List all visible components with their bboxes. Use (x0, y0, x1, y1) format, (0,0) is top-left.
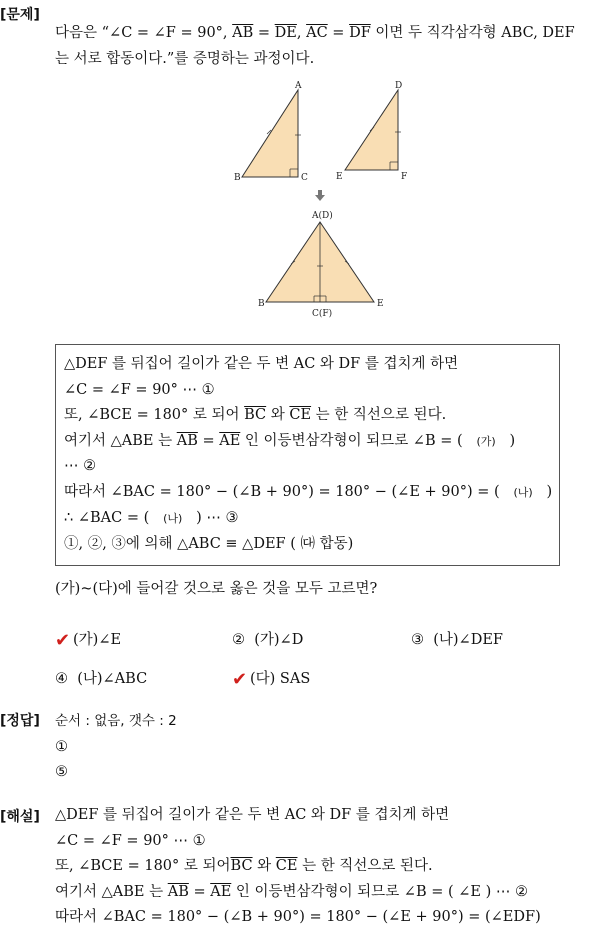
triangle-figure (230, 80, 430, 320)
label-f: F (401, 172, 408, 182)
choice-number: ② (232, 632, 245, 648)
proof-line-5: ⋯ ② (64, 458, 97, 474)
answer-tag: [정답] (0, 713, 40, 729)
arrow-head (315, 195, 325, 201)
arrow-shaft (318, 190, 322, 195)
choice-2[interactable]: ② (가)∠D (232, 632, 304, 648)
explanation-line-2: ∠C = ∠F = 90° ⋯ ① (55, 833, 206, 849)
label-e: E (336, 172, 343, 182)
proof-line-8: ①, ②, ③에 의해 △ABC ≡ △DEF ( ㈐ 합동) (64, 536, 354, 552)
proof-line-2: ∠C = ∠F = 90° ⋯ ① (64, 382, 215, 398)
problem-line-1: 다음은 “∠C = ∠F = 90°, $\overline{AB} = \overline{DE}$, $\overline{AC} = \overline{DF}$ 이면 두 직각삼각형 ABC, DEF (55, 25, 575, 41)
choice-number: ④ (55, 671, 68, 687)
blank-ga: (가) (476, 435, 496, 448)
label-e-bottom: E (377, 299, 384, 309)
choice-5[interactable]: ✔ (다) SAS (232, 669, 311, 690)
explanation-tag: [해설] (0, 809, 40, 825)
label-a: A (295, 81, 302, 91)
label-c: C (301, 173, 308, 183)
choice-1[interactable]: ✔ (가)∠E (55, 630, 122, 651)
proof-line-4: 여기서 △ABE 는 $\overline{AB} = \overline{AE}$ 인 이등변삼각형이 되므로 ∠B = ( (가) ) (64, 433, 516, 449)
choice-3[interactable]: ③ (나)∠DEF (411, 632, 503, 648)
explanation-line-5: 따라서 ∠BAC = 180° − (∠B + 90°) = 180° − (∠E + 90°) = (∠EDF) (55, 909, 541, 925)
proof-line-7: ∴ ∠BAC = ( (나) ) ⋯ ③ (64, 510, 239, 526)
proof-line-6: 따라서 ∠BAC = 180° − (∠B + 90°) = 180° − (∠E + 90°) = ( (나) ) (64, 484, 553, 500)
choice-number: ③ (411, 632, 424, 648)
check-icon: ✔ (232, 669, 248, 690)
proof-line-1: △DEF 를 뒤집어 길이가 같은 두 변 AC 와 DF 를 겹치게 하면 (64, 356, 459, 372)
problem-tag: [문제] (0, 7, 40, 23)
question-text: (가)~(다)에 들어갈 것으로 옳은 것을 모두 고르면? (55, 581, 378, 597)
answer-1: ① (55, 739, 68, 755)
problem-line-2: 는 서로 합동이다.”를 증명하는 과정이다. (55, 51, 315, 67)
triangle-def (345, 90, 398, 170)
label-d: D (395, 81, 403, 91)
triangle-abc (242, 90, 298, 177)
explanation-line-3: 또, ∠BCE = 180° 로 되어$\overline{BC}$ 와 $\overline{CE}$ 는 한 직선으로 된다. (55, 858, 433, 874)
answer-2: ⑤ (55, 764, 68, 780)
proof-line-3: 또, ∠BCE = 180° 로 되어 $\overline{BC}$ 와 $\overline{CE}$ 는 한 직선으로 된다. (64, 407, 447, 423)
blank-na: (나) (513, 486, 533, 499)
blank-na-2: (나) (163, 512, 183, 525)
label-cf: C(F) (312, 309, 333, 319)
proof-box (55, 344, 560, 566)
answer-meta: 순서 : 없음, 갯수 : 2 (55, 713, 177, 729)
explanation-line-4: 여기서 △ABE 는 $\overline{AB} = \overline{AE}$ 인 이등변삼각형이 되므로 ∠B = ( ∠E ) ⋯ ② (55, 884, 528, 900)
choice-4[interactable]: ④ (나)∠ABC (55, 671, 148, 687)
label-b: B (234, 173, 241, 183)
label-ad: A(D) (312, 211, 333, 221)
check-icon: ✔ (55, 630, 71, 651)
label-b-bottom: B (258, 299, 265, 309)
explanation-line-1: △DEF 를 뒤집어 길이가 같은 두 변 AC 와 DF 를 겹치게 하면 (55, 807, 450, 823)
